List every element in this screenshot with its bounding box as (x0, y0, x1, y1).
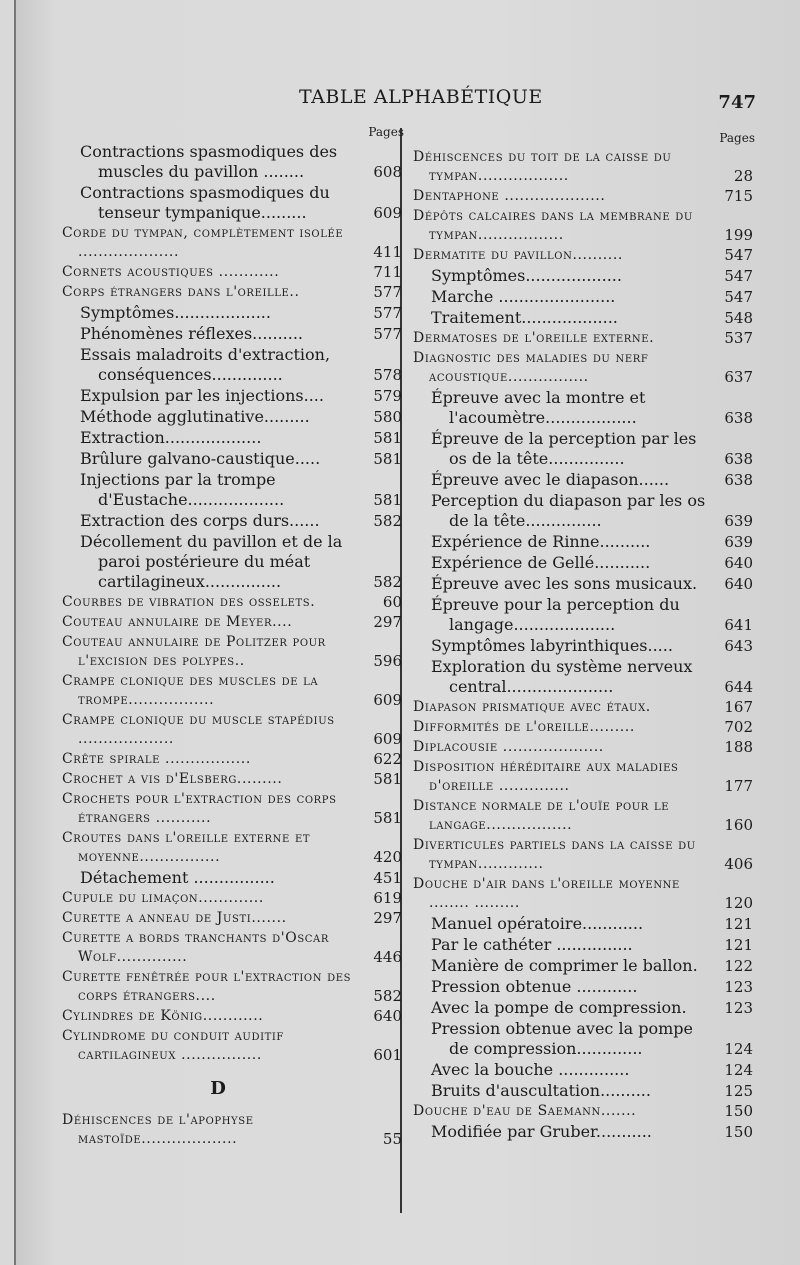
index-entry (62, 790, 404, 828)
entry-text: Diplacousie .................... (413, 739, 604, 755)
entry-text: Par le cathéter ............... (431, 935, 633, 954)
entry-text: Crampe clonique du muscle stapédius ................... (62, 712, 335, 747)
entry-page: 28 (733, 167, 753, 185)
entry-page: 547 (724, 288, 753, 306)
index-entries-left (62, 142, 404, 1065)
index-entry (62, 183, 404, 223)
entry-text: Douche d'eau de Saemann....... (413, 1103, 637, 1119)
entry-text: Symptômes................... (80, 303, 271, 322)
index-entry (413, 758, 755, 796)
entry-text: Essais maladroits d'extraction, conséquences.............. (80, 345, 331, 384)
entry-text: Dentaphone .................... (413, 188, 606, 204)
entry-page: 638 (724, 409, 753, 427)
index-entry (62, 386, 404, 406)
entry-page: 188 (724, 738, 753, 756)
entry-text: Déhiscences du toit de la caisse du tympan.................. (413, 149, 672, 184)
entry-page: 609 (373, 691, 402, 709)
index-entry (62, 909, 404, 928)
entry-text: Contractions spasmodiques du tenseur tympanique......... (80, 183, 330, 222)
index-entries-right (413, 148, 755, 1142)
entry-text: Extraction................... (80, 428, 262, 447)
entry-page: 406 (724, 855, 753, 873)
right-column (413, 130, 755, 1143)
entry-page: 582 (373, 987, 402, 1005)
entry-text: Disposition héréditaire aux maladies d'oreille .............. (413, 759, 679, 794)
entry-text: Curette a bords tranchants d'Oscar Wolf.............. (62, 930, 329, 965)
index-entry (413, 595, 755, 635)
index-entry (413, 532, 755, 552)
index-entry (62, 263, 404, 282)
index-entry (62, 1027, 404, 1065)
index-entry (413, 977, 755, 997)
entry-text: Cupule du limaçon............. (62, 890, 264, 906)
index-entry (413, 657, 755, 697)
book-page (14, 0, 800, 1265)
entry-page: 702 (724, 718, 753, 736)
entry-text: Cylindres de König............ (62, 1008, 264, 1024)
entry-page: 150 (724, 1102, 753, 1120)
entry-page: 639 (724, 512, 753, 530)
entry-text: Déhiscences de l'apophyse mastoïde................... (62, 1112, 254, 1147)
entry-text: Traitement................... (431, 308, 618, 327)
entry-text: Contractions spasmodiques des muscles du pavillon ........ (80, 142, 338, 181)
entry-page: 609 (373, 204, 402, 222)
entry-page: 446 (373, 948, 402, 966)
entry-page: 451 (373, 869, 402, 887)
index-entry (413, 574, 755, 594)
index-entry (62, 407, 404, 427)
entry-page: 548 (724, 309, 753, 327)
entry-text: Brûlure galvano-caustique..... (80, 449, 321, 468)
entry-text: Manière de comprimer le ballon. (431, 956, 698, 975)
index-entry (413, 636, 755, 656)
entry-text: Curette a anneau de Justi....... (62, 910, 287, 926)
entry-page: 60 (382, 593, 402, 611)
index-entry (413, 207, 755, 245)
entry-page: 177 (724, 777, 753, 795)
pages-label: Pages (719, 131, 755, 145)
entry-page: 537 (724, 329, 753, 347)
index-entry (413, 698, 755, 717)
index-entry (413, 329, 755, 348)
entry-text: Décollement du pavillon et de la paroi postérieure du méat cartilagineux............... (80, 532, 343, 591)
entry-page: 581 (373, 770, 402, 788)
entry-text: Crochet a vis d'Elsberg......... (62, 771, 283, 787)
entry-text: Épreuve avec le diapason...... (431, 470, 670, 489)
index-entry (413, 718, 755, 737)
entry-text: Dermatite du pavillon.......... (413, 247, 623, 263)
entry-page: 644 (724, 678, 753, 696)
index-entry (413, 1122, 755, 1142)
entry-text: Diagnostic des maladies du nerf acoustique................ (413, 350, 649, 385)
index-entry (413, 738, 755, 757)
index-entry (413, 553, 755, 573)
index-entry (62, 613, 404, 632)
index-entry (413, 287, 755, 307)
entry-page: 715 (724, 187, 753, 205)
entry-page: 577 (373, 283, 402, 301)
index-entry (62, 770, 404, 789)
index-entry (413, 246, 755, 265)
index-entry (62, 449, 404, 469)
entry-text: Phénomènes réflexes.......... (80, 324, 304, 343)
index-entries-after-letter (62, 1111, 404, 1149)
entry-page: 711 (373, 263, 402, 281)
index-entry (62, 303, 404, 323)
entry-page: 619 (373, 889, 402, 907)
entry-page: 601 (373, 1046, 402, 1064)
entry-text: Épreuve de la perception par les os de la tête............... (431, 429, 697, 468)
left-column (62, 124, 404, 1150)
entry-text: Dermatoses de l'oreille externe. (413, 330, 655, 346)
entry-text: Corps étrangers dans l'oreille.. (62, 284, 300, 300)
entry-text: Expérience de Rinne.......... (431, 532, 651, 551)
entry-text: Douche d'air dans l'oreille moyenne ........ ......... (413, 876, 680, 911)
entry-page: 596 (373, 652, 402, 670)
entry-page: 641 (724, 616, 753, 634)
entry-page: 580 (373, 408, 402, 426)
index-entry (413, 935, 755, 955)
index-entry (413, 1019, 755, 1059)
entry-text: Perception du diapason par les os de la tête............... (431, 491, 706, 530)
entry-text: Épreuve avec la montre et l'acoumètre.................. (431, 388, 646, 427)
entry-text: Courbes de vibration des osselets. (62, 594, 316, 610)
entry-text: Exploration du système nerveux central..................... (431, 657, 693, 696)
entry-page: 55 (382, 1130, 402, 1148)
entry-page: 581 (373, 491, 402, 509)
entry-page: 125 (724, 1082, 753, 1100)
entry-page: 199 (724, 226, 753, 244)
section-letter: D (210, 1078, 226, 1099)
entry-text: Bruits d'auscultation.......... (431, 1081, 651, 1100)
entry-page: 297 (373, 613, 402, 631)
index-entry (62, 633, 404, 671)
entry-text: Modifiée par Gruber........... (431, 1122, 652, 1141)
entry-text: Avec la pompe de compression. (431, 998, 687, 1017)
entry-text: Difformités de l'oreille......... (413, 719, 635, 735)
entry-text: Avec la bouche .............. (431, 1060, 630, 1079)
entry-text: Épreuve avec les sons musicaux. (431, 574, 698, 593)
page-number: 747 (718, 92, 756, 113)
entry-page: 581 (373, 429, 402, 447)
entry-text: Corde du tympan, complètement isolée .................... (62, 225, 344, 260)
index-entry (413, 998, 755, 1018)
entry-page: 420 (373, 848, 402, 866)
pages-label: Pages (368, 125, 404, 139)
entry-page: 121 (724, 936, 753, 954)
entry-page: 622 (373, 750, 402, 768)
index-entry (62, 532, 404, 592)
entry-page: 637 (724, 368, 753, 386)
entry-text: Dépôts calcaires dans la membrane du tympan................. (413, 208, 693, 243)
entry-page: 547 (724, 267, 753, 285)
entry-page: 121 (724, 915, 753, 933)
index-entry (413, 1081, 755, 1101)
entry-page: 123 (724, 978, 753, 996)
entry-text: Épreuve pour la perception du langage.................... (431, 595, 680, 634)
entry-page: 581 (373, 450, 402, 468)
entry-page: 167 (724, 698, 753, 716)
entry-text: Pression obtenue avec la pompe de compression............. (431, 1019, 693, 1058)
entry-page: 609 (373, 730, 402, 748)
entry-page: 640 (724, 575, 753, 593)
entry-text: Couteau annulaire de Meyer.... (62, 614, 293, 630)
index-entry (413, 187, 755, 206)
entry-text: Détachement ................ (80, 868, 275, 887)
index-entry (62, 345, 404, 385)
index-entry (62, 142, 404, 182)
entry-text: Expérience de Gellé........... (431, 553, 651, 572)
entry-text: Distance normale de l'ouïe pour le langage................. (413, 798, 670, 833)
index-entry (62, 868, 404, 888)
entry-text: Croutes dans l'oreille externe et moyenne................ (62, 830, 311, 865)
entry-page: 582 (373, 573, 402, 591)
entry-page: 643 (724, 637, 753, 655)
entry-page: 579 (373, 387, 402, 405)
entry-text: Crochets pour l'extraction des corps étrangers ........... (62, 791, 337, 826)
entry-page: 123 (724, 999, 753, 1017)
index-entry (62, 428, 404, 448)
entry-page: 124 (724, 1061, 753, 1079)
entry-page: 582 (373, 512, 402, 530)
entry-page: 639 (724, 533, 753, 551)
index-entry (413, 349, 755, 387)
entry-page: 638 (724, 450, 753, 468)
entry-text: Curette fenêtrée pour l'extraction des corps étrangers.... (62, 969, 352, 1004)
entry-page: 608 (373, 163, 402, 181)
entry-page: 411 (373, 243, 402, 261)
entry-text: Injections par la trompe d'Eustache................... (80, 470, 285, 509)
entry-page: 120 (724, 894, 753, 912)
entry-text: Méthode agglutinative......... (80, 407, 310, 426)
index-entry (413, 1060, 755, 1080)
index-entry (62, 889, 404, 908)
index-entry (413, 956, 755, 976)
entry-page: 577 (373, 325, 402, 343)
entry-page: 124 (724, 1040, 753, 1058)
entry-text: Diverticules partiels dans la caisse du tympan............. (413, 837, 696, 872)
index-entry (413, 491, 755, 531)
index-entry (62, 1111, 404, 1149)
entry-page: 297 (373, 909, 402, 927)
index-entry (413, 470, 755, 490)
entry-page: 122 (724, 957, 753, 975)
entry-page: 638 (724, 471, 753, 489)
page-title: TABLE ALPHABÉTIQUE (299, 86, 543, 108)
index-entry (62, 711, 404, 749)
entry-page: 581 (373, 809, 402, 827)
entry-text: Crampe clonique des muscles de la trompe................. (62, 673, 319, 708)
index-entry (62, 283, 404, 302)
index-entry (413, 148, 755, 186)
index-entry (62, 511, 404, 531)
index-entry (413, 388, 755, 428)
entry-text: Cylindrome du conduit auditif cartilagineux ................ (62, 1028, 284, 1063)
index-entry (413, 429, 755, 469)
index-entry (62, 593, 404, 612)
index-entry (413, 797, 755, 835)
entry-text: Cornets acoustiques ............ (62, 264, 280, 280)
entry-text: Symptômes labyrinthiques..... (431, 636, 673, 655)
index-entry (62, 968, 404, 1006)
entry-page: 640 (724, 554, 753, 572)
entry-page: 547 (724, 246, 753, 264)
page-header (16, 86, 800, 116)
entry-text: Symptômes................... (431, 266, 622, 285)
entry-text: Expulsion par les injections.... (80, 386, 324, 405)
entry-text: Extraction des corps durs...... (80, 511, 320, 530)
entry-text: Crête spirale ................. (62, 751, 251, 767)
index-entry (62, 324, 404, 344)
entry-text: Pression obtenue ............ (431, 977, 638, 996)
index-entry (413, 914, 755, 934)
entry-text: Marche ....................... (431, 287, 616, 306)
index-entry (413, 836, 755, 874)
index-entry (62, 470, 404, 510)
index-entry (62, 929, 404, 967)
entry-page: 150 (724, 1123, 753, 1141)
entry-page: 578 (373, 366, 402, 384)
index-entry (62, 224, 404, 262)
index-entry (413, 266, 755, 286)
entry-page: 577 (373, 304, 402, 322)
index-entry (62, 672, 404, 710)
index-entry (413, 308, 755, 328)
entry-page: 640 (373, 1007, 402, 1025)
index-entry (413, 875, 755, 913)
entry-text: Diapason prismatique avec étaux. (413, 699, 651, 715)
index-entry (62, 829, 404, 867)
entry-text: Manuel opératoire............ (431, 914, 644, 933)
index-entry (413, 1102, 755, 1121)
index-entry (62, 1007, 404, 1026)
entry-text: Couteau annulaire de Politzer pour l'excision des polypes.. (62, 634, 326, 669)
index-entry (62, 750, 404, 769)
entry-page: 160 (724, 816, 753, 834)
